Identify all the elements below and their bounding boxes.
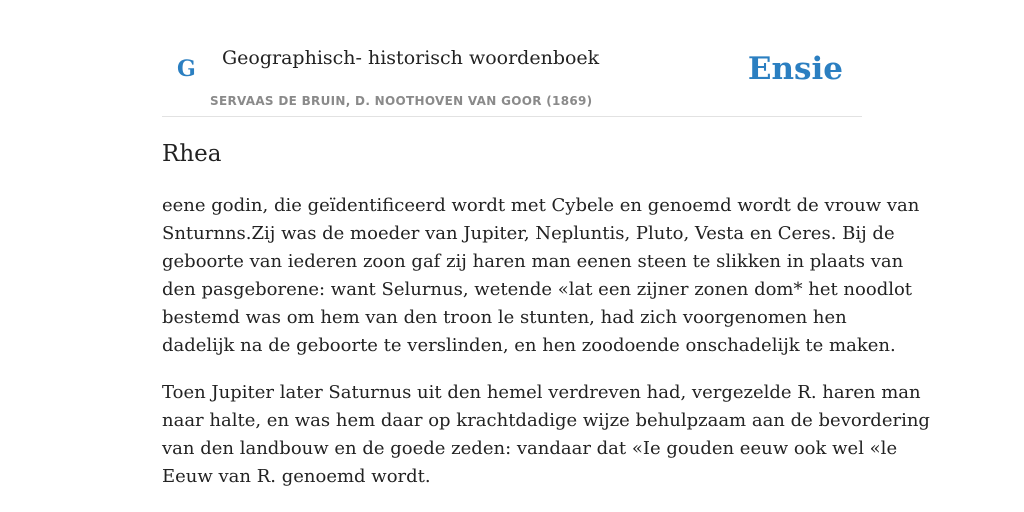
book-title-link[interactable]: Geographisch- historisch woordenboek — [222, 47, 600, 69]
paragraph-line: den pasgeborene: want Selurnus, wetende «lat een zijner zonen dom* het noodlot — [162, 279, 913, 300]
paragraph-line: Snturnns.Zij was de moeder van Jupiter, Nepluntis, Pluto, Vesta en Ceres. Bij de — [162, 223, 895, 244]
paragraph-line: Eeuw van R. genoemd wordt. — [162, 466, 431, 487]
paragraph-line: geboorte van iederen zoon gaf zij haren man eenen steen te slikken in plaats van — [162, 251, 904, 272]
paragraph-line: Toen Jupiter later Saturnus uit den hemel verdreven had, vergezelde R. haren man — [162, 382, 921, 403]
paragraph-line: eene godin, die geïdentificeerd wordt met Cybele en genoemd wordt de vrouw van — [162, 195, 920, 216]
paragraph-line: naar halte, en was hem daar op krachtdadige wijze behulpzaam aan de bevordering — [162, 410, 930, 431]
brand-logo-link[interactable]: Ensie — [747, 51, 843, 87]
article-paragraph — [162, 192, 920, 360]
paragraph-line: bestemd was om hem van den troon le stunten, had zich voorgenomen hen — [162, 307, 847, 328]
paragraph-line: dadelijk na de geboorte te verslinden, en hen zoodoende onschadelijk te maken. — [162, 335, 896, 356]
paragraph-line: van den landbouw en de goede zeden: vandaar dat «Ie gouden eeuw ook wel «le — [162, 438, 898, 459]
article-title: Rhea — [162, 141, 222, 167]
book-author: SERVAAS DE BRUIN, D. NOOTHOVEN VAN GOOR (1869) — [210, 94, 593, 108]
book-logo-icon[interactable]: G — [177, 56, 196, 82]
article-paragraph — [162, 379, 930, 491]
site-header — [162, 0, 862, 117]
article — [162, 138, 930, 491]
